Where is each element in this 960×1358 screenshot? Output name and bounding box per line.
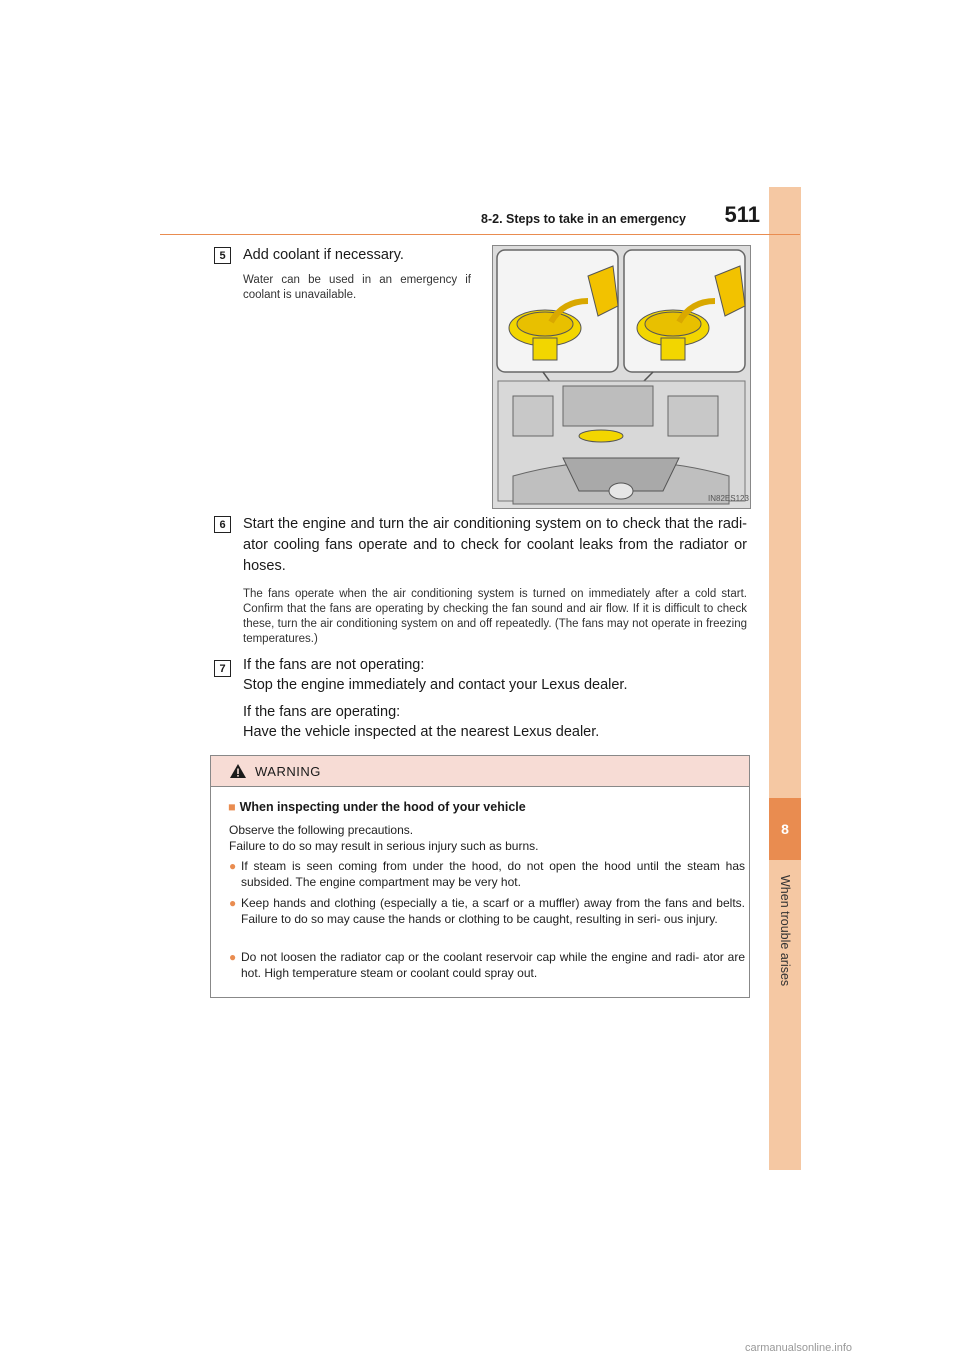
page-number: 511 (724, 202, 760, 227)
warning-box (210, 755, 750, 998)
step-7-line-4: Have the vehicle inspected at the nearest Lexus dealer. (243, 724, 600, 740)
warning-intro-2: Failure to do so may result in serious injury such as burns. (229, 839, 539, 853)
warning-bullet-2: ● Keep hands and clothing (especially a tie, a scarf or a muffler) away from the fans and belts. Failure to do so may cause the hands or clothing to be caught, resulting in seri- ous injury. (229, 896, 745, 926)
step-badge-7: 7 (214, 660, 231, 677)
warning-header (211, 756, 749, 787)
step-7-line-3: If the fans are operating: (243, 704, 401, 720)
warning-bullet-3: ● Do not loosen the radiator cap or the coolant reservoir cap while the engine and radi- ator are hot. High temperature steam or coolant could spray out. (229, 950, 745, 980)
step-5-note: Water can be used in an emergency if coolant is unavailable. (243, 274, 471, 301)
warning-title: WARNING (255, 763, 321, 779)
step-badge-6: 6 (214, 516, 231, 533)
page-header (160, 200, 800, 235)
step-6-note: The fans operate when the air conditioning system is turned on immediately after a cold start. Confirm that the fans are operating by checking the fan sound and air flow. If it is difficult to check these, turn the air conditioning system on and off repeatedly. (The fans may not operate in freezing temperatures.) (243, 588, 747, 645)
chapter-number: 8 (769, 798, 801, 860)
chapter-label: When trouble arises (778, 875, 792, 987)
step-6-title: Start the engine and turn the air conditioning system on to check that the radi- ator cooling fans operate and to check for coolant leaks from the radiator or hoses. (243, 516, 747, 574)
step-badge-5: 5 (214, 247, 231, 264)
step-5-title: Add coolant if necessary. (243, 247, 404, 263)
step-7-line-1: If the fans are not operating: (243, 657, 425, 673)
warning-intro: Observe the following precautions. (229, 823, 414, 837)
square-bullet-icon: ■ (228, 800, 236, 814)
warning-bullet-1: ● If steam is seen coming from under the hood, do not open the hood until the steam has subsided. The engine compartment may be very hot. (229, 859, 745, 889)
section-title: 8-2. Steps to take in an emergency (481, 212, 686, 226)
chapter-side-tab (769, 187, 801, 1170)
engine-illustration (493, 246, 750, 508)
bullet-dot-icon: ● (229, 896, 237, 910)
coolant-figure (492, 245, 751, 509)
figure-id: IN82ES123 (708, 494, 749, 503)
warning-triangle-icon (229, 763, 247, 779)
warning-subheading: ■ When inspecting under the hood of your vehicle (228, 800, 526, 814)
step-7-line-2: Stop the engine immediately and contact your Lexus dealer. (243, 677, 628, 693)
bullet-dot-icon: ● (229, 859, 237, 873)
watermark: carmanualsonline.info (744, 1342, 852, 1354)
bullet-dot-icon: ● (229, 950, 237, 964)
